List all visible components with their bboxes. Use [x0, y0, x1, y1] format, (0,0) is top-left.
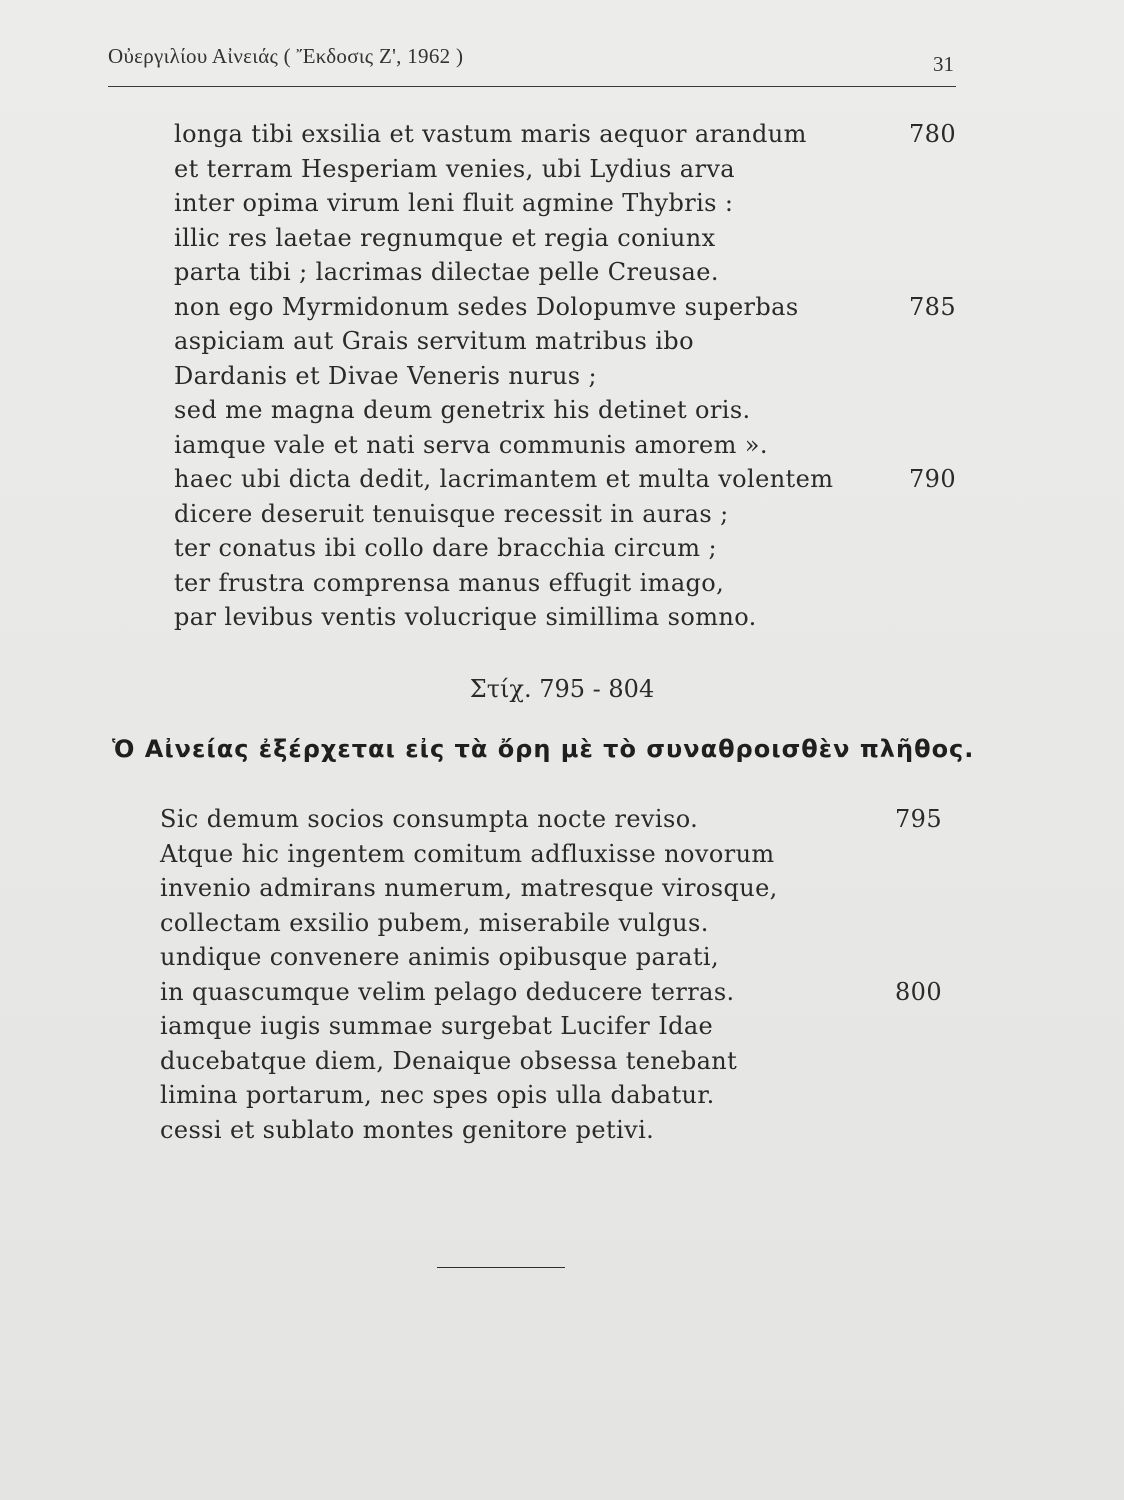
verse-text: illic res laetae regnumque et regia coniunx: [174, 223, 716, 252]
verse-line: [174, 359, 956, 393]
line-number: 795: [894, 805, 942, 833]
verse-text: par levibus ventis volucrique simillima somno.: [174, 603, 757, 631]
verse-line: [160, 940, 942, 974]
verse-line: [174, 117, 956, 151]
verse-line: [174, 531, 956, 565]
verse-line: [174, 393, 956, 427]
line-number: 800: [894, 977, 942, 1006]
verse-text: aspiciam aut Grais servitum matribus ibo: [174, 327, 694, 355]
verse-text: non ego Myrmidonum sedes Dolopumve superbas: [174, 292, 799, 321]
verse-line: [160, 975, 942, 1009]
verse-text: et terram Hesperiam venies, ubi Lydius arva: [174, 154, 735, 183]
section-heading: Ὁ Αἰνείας ἐξέρχεται εἰς τὰ ὄρη μὲ τὸ συναθροισθὲν πλῆθος.: [112, 735, 975, 763]
verse-text: undique convenere animis opibusque parati,: [160, 943, 719, 971]
verse-text: sed me magna deum genetrix his detinet oris.: [174, 396, 751, 424]
verse-line: [174, 255, 956, 289]
verse-line: [160, 837, 942, 871]
verse-text: ter frustra comprensa manus effugit imago,: [174, 568, 725, 597]
running-title: Οὐεργιλίου Αἰνειάς ( Ἔκδοσις Ζ', 1962 ): [108, 44, 464, 68]
verse-line: [160, 1009, 942, 1043]
verse-line: [160, 802, 942, 836]
verse-text: inter opima virum leni fluit agmine Thybris :: [174, 189, 734, 217]
verse-text: in quascumque velim pelago deducere terras.: [160, 977, 735, 1006]
verse-line: [160, 871, 942, 905]
verse-text: ducebatque diem, Denaique obsessa tenebant: [160, 1046, 738, 1075]
verse-line: [174, 221, 956, 255]
verse-line: [174, 566, 956, 600]
verse-line: [174, 186, 956, 220]
verse-line: [174, 152, 956, 186]
verse-text: iamque iugis summae surgebat Lucifer Idae: [160, 1012, 714, 1040]
verse-line: [160, 1044, 942, 1078]
verse-text: longa tibi exsilia et vastum maris aequor arandum: [174, 120, 807, 148]
line-number: 790: [908, 465, 956, 493]
verse-text: invenio admirans numerum, matresque virosque,: [160, 874, 778, 902]
verse-line: [174, 600, 956, 634]
line-number: 780: [908, 120, 956, 148]
verse-text: Atque hic ingentem comitum adfluxisse novorum: [160, 839, 775, 868]
line-number: 785: [908, 292, 956, 321]
verse-text: dicere deseruit tenuisque recessit in auras ;: [174, 499, 729, 528]
verse-text: iamque vale et nati serva communis amorem ».: [174, 430, 768, 459]
verse-text: limina portarum, nec spes opis ulla dabatur.: [160, 1081, 715, 1109]
verse-range-reference: Στίχ. 795 - 804: [469, 675, 655, 703]
verse-text: collectam exsilio pubem, miserabile vulgus.: [160, 908, 709, 937]
verse-line: [160, 1078, 942, 1112]
verse-line: [160, 1113, 942, 1147]
verse-text: Dardanis et Divae Veneris nurus ;: [174, 361, 598, 390]
verse-line: [174, 290, 956, 324]
verse-line: [174, 497, 956, 531]
verse-line: [174, 324, 956, 358]
verse-line: [174, 462, 956, 496]
verse-line: [174, 428, 956, 462]
verse-text: parta tibi ; lacrimas dilectae pelle Creusae.: [174, 258, 719, 286]
running-header: [108, 40, 956, 87]
verse-text: cessi et sublato montes genitore petivi.: [160, 1115, 655, 1144]
verse-text: ter conatus ibi collo dare bracchia circum ;: [174, 534, 717, 562]
end-rule: [437, 1267, 565, 1268]
verse-text: Sic demum socios consumpta nocte reviso.: [160, 805, 699, 833]
verse-text: haec ubi dicta dedit, lacrimantem et multa volentem: [174, 465, 834, 493]
page-number: 31: [933, 52, 954, 76]
verse-line: [160, 906, 942, 940]
